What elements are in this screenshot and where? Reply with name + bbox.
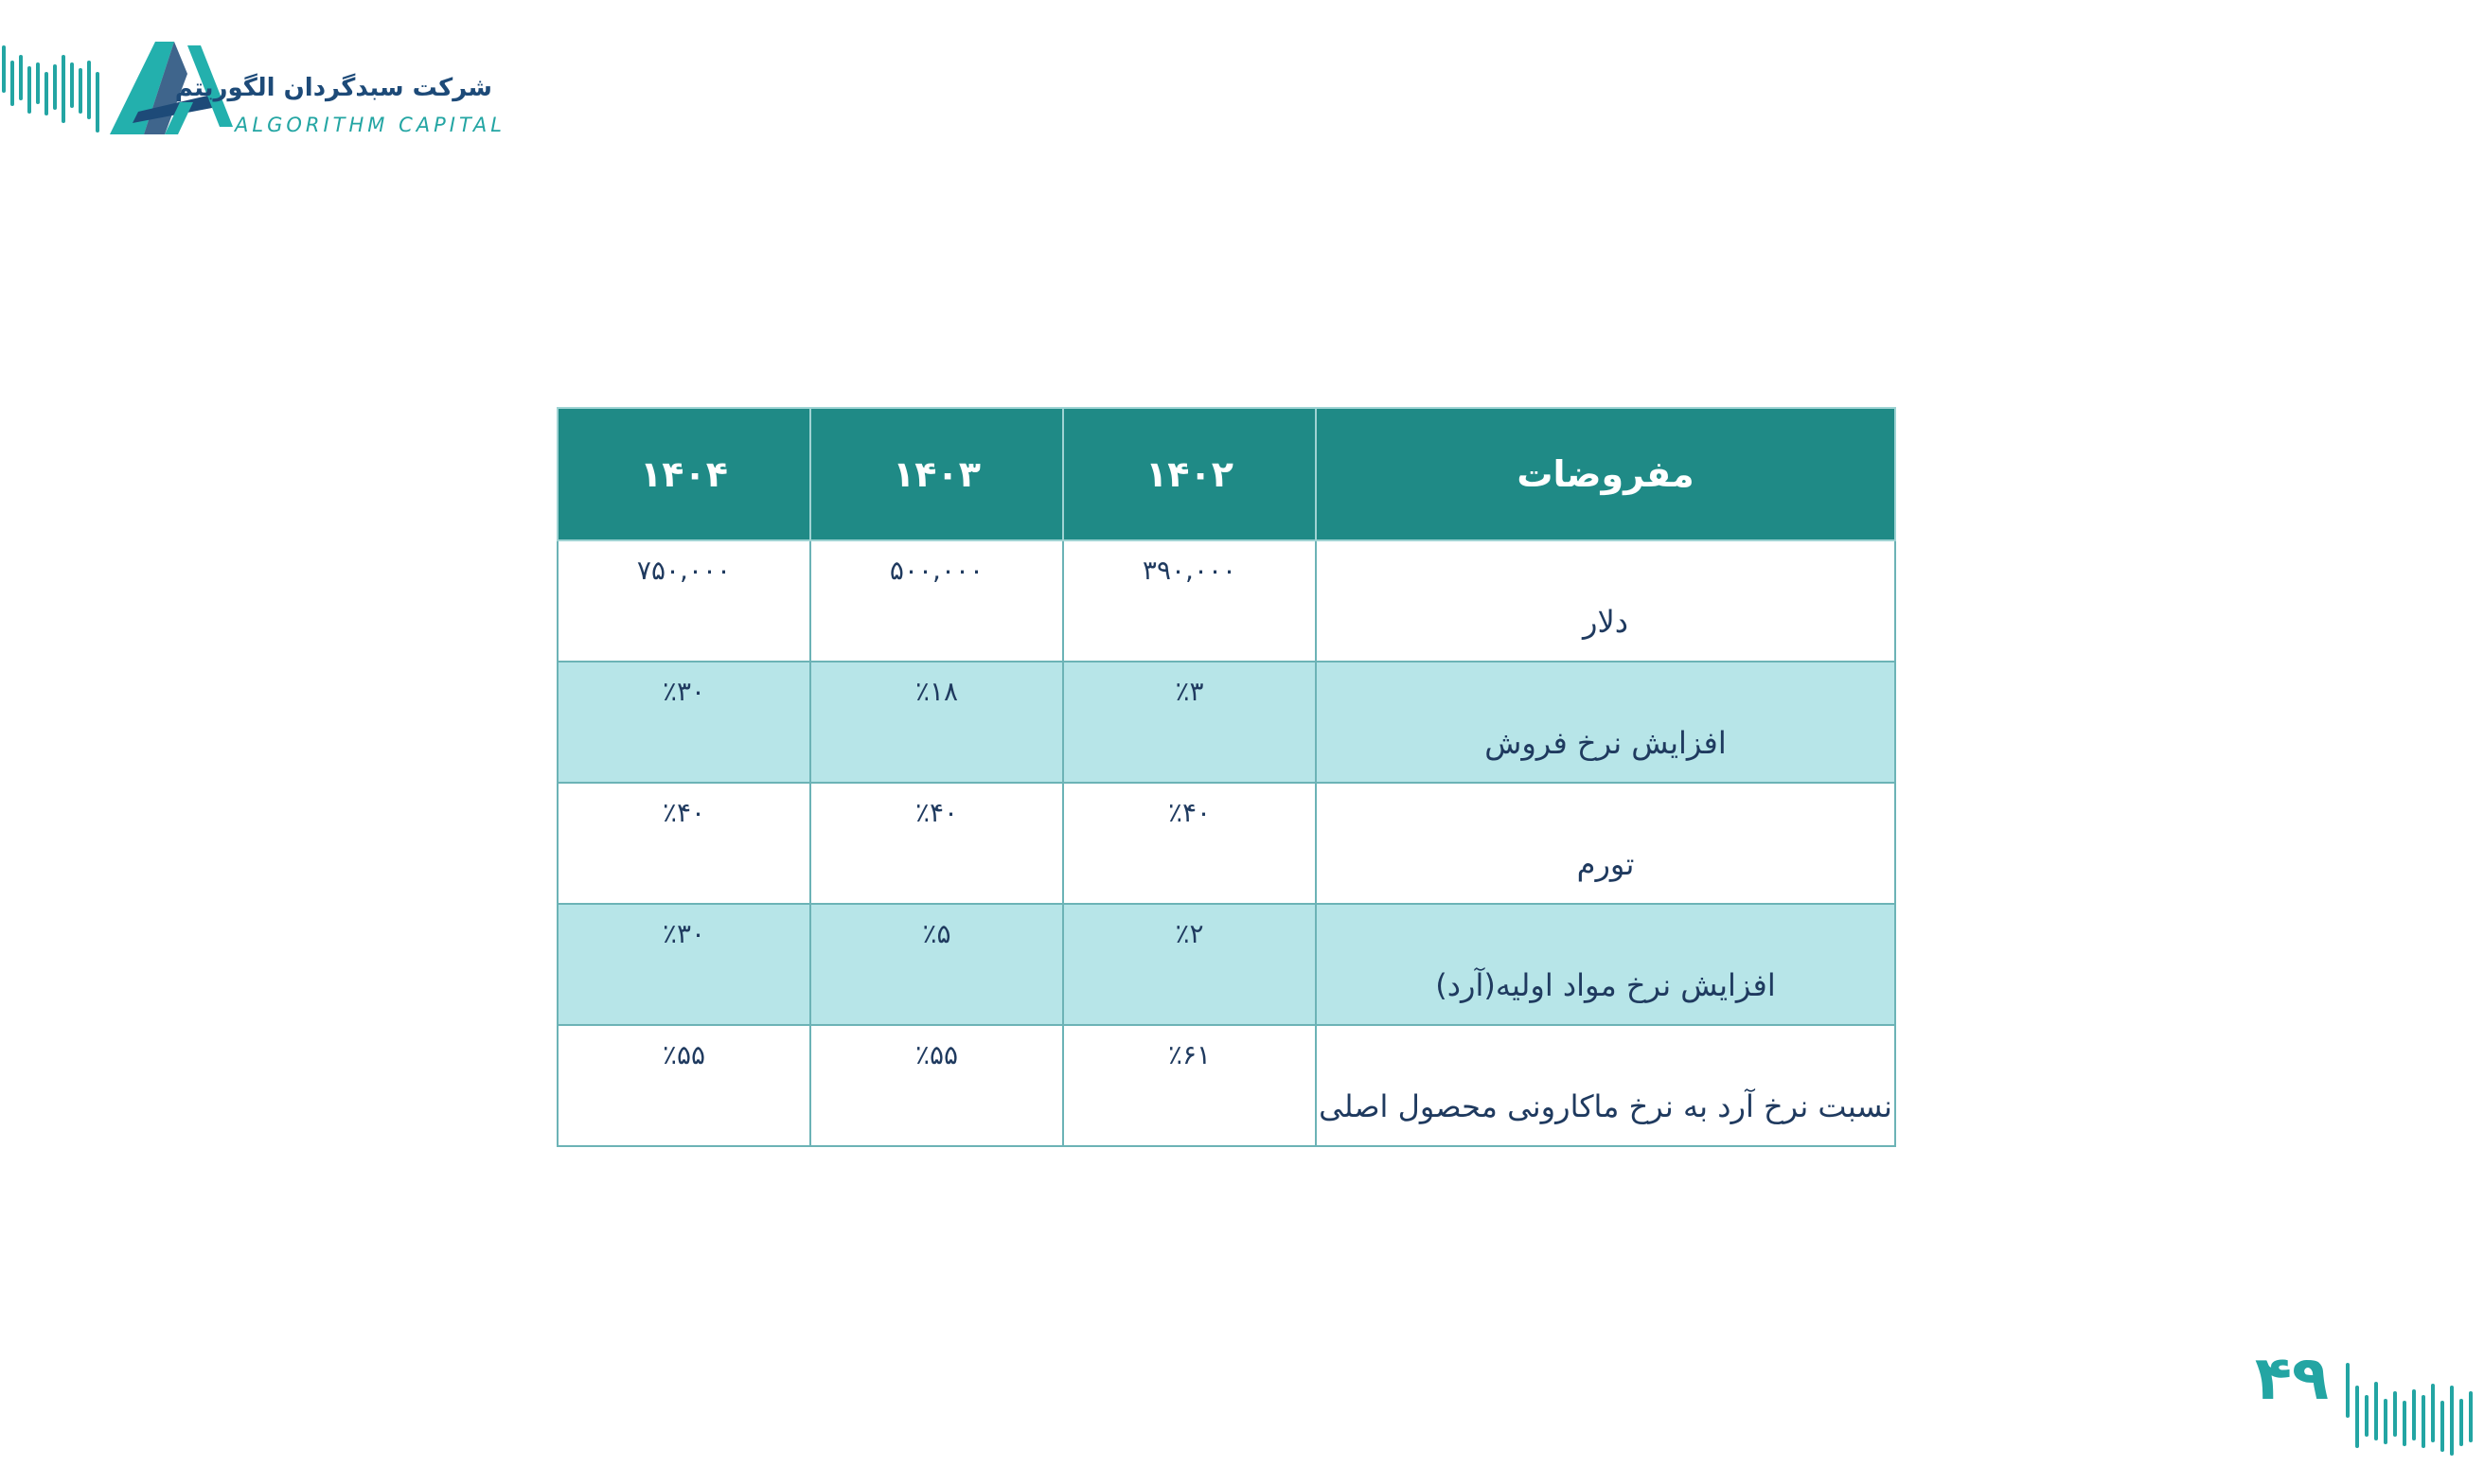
- table-cell: ۷۵۰,۰۰۰: [558, 540, 810, 662]
- table-cell: ٪۵: [810, 904, 1063, 1025]
- row-label-dollar: دلار: [1316, 540, 1895, 662]
- table-cell: ۵۰۰,۰۰۰: [810, 540, 1063, 662]
- header-year-1403: ۱۴۰۳: [810, 408, 1063, 540]
- table-row: [558, 540, 1895, 662]
- table-cell: ٪۳: [1063, 662, 1316, 783]
- table-cell: ٪۴۰: [558, 783, 810, 904]
- table-row: [558, 904, 1895, 1025]
- table-header-row: [558, 408, 1895, 540]
- table-row: [558, 1025, 1895, 1146]
- assumptions-table-container: [557, 407, 1895, 1147]
- company-name-persian: شرکت سبدگردان الگوریتم: [174, 74, 492, 102]
- table-cell: ٪۵۵: [810, 1025, 1063, 1146]
- assumptions-table: [557, 407, 1896, 1147]
- row-label-raw-material-increase: افزایش نرخ مواد اولیه(آرد): [1316, 904, 1895, 1025]
- table-cell: ٪۵۵: [558, 1025, 810, 1146]
- header-year-1402: ۱۴۰۲: [1063, 408, 1316, 540]
- table-cell: ٪۲: [1063, 904, 1316, 1025]
- sound-bars-icon: [2338, 1359, 2480, 1463]
- table-cell: ٪۳۰: [558, 904, 810, 1025]
- company-name-english: ALGORITHM CAPITAL: [235, 114, 506, 136]
- table-cell: ٪۴۰: [1063, 783, 1316, 904]
- row-label-sales-price-increase: افزایش نرخ فروش: [1316, 662, 1895, 783]
- company-logo: [0, 36, 511, 140]
- header-year-1404: ۱۴۰۴: [558, 408, 810, 540]
- table-cell: ۳۹۰,۰۰۰: [1063, 540, 1316, 662]
- table-cell: ٪۱۸: [810, 662, 1063, 783]
- table-row: [558, 662, 1895, 783]
- page-number: ۴۹: [2254, 1344, 2329, 1414]
- table-cell: ٪۴۰: [810, 783, 1063, 904]
- row-label-inflation: تورم: [1316, 783, 1895, 904]
- table-row: [558, 783, 1895, 904]
- row-label-flour-to-pasta-ratio: نسبت نرخ آرد به نرخ ماکارونی محصول اصلی: [1316, 1025, 1895, 1146]
- table-cell: ٪۳۰: [558, 662, 810, 783]
- table-cell: ٪۶۱: [1063, 1025, 1316, 1146]
- sound-bars-icon: [0, 36, 109, 140]
- header-assumptions: مفروضات: [1316, 408, 1895, 540]
